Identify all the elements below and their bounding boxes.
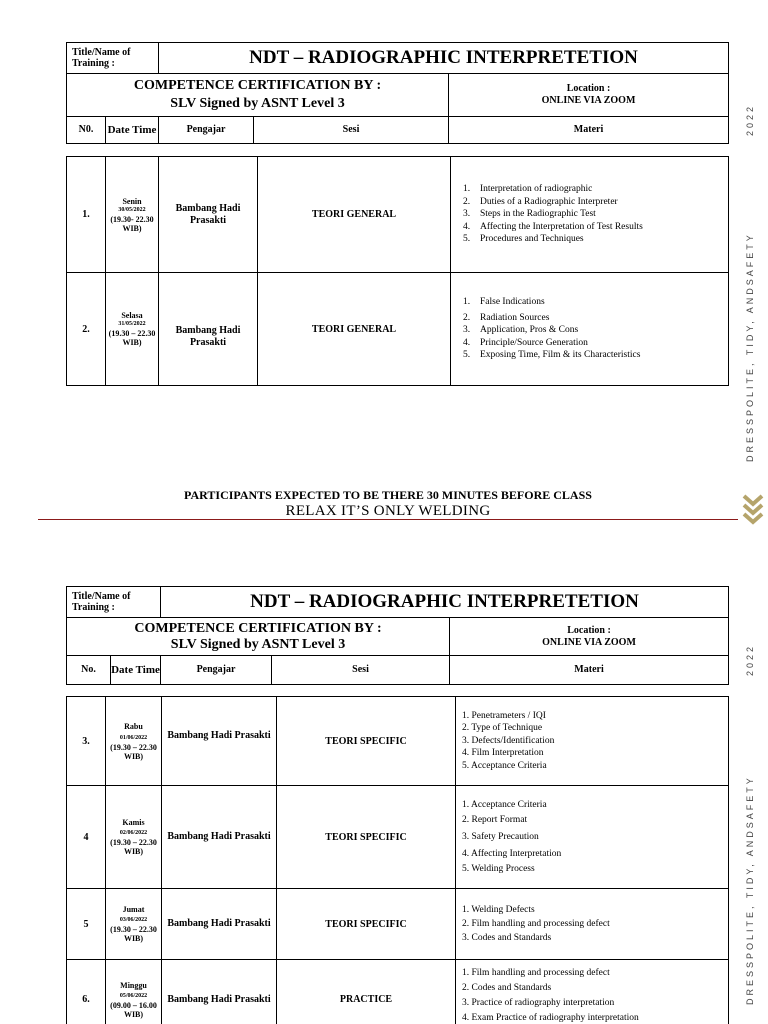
row-date: 30/05/2022 <box>118 206 146 213</box>
col-date-time: Date Time <box>111 656 161 685</box>
row-date: 03/06/2022 <box>119 917 148 923</box>
location-info <box>449 74 729 117</box>
materi-item: 4. Film Interpretation <box>462 748 544 759</box>
materi-item: 4. Exam Practice of radiography interpretation <box>462 1013 639 1023</box>
row-time: (19.30 – 22.30 WIB) <box>110 838 157 856</box>
row-materi <box>456 786 729 889</box>
materi-item: 2. Film handling and processing defect <box>462 919 610 929</box>
materi-item: 1. Interpretation of radiographic <box>463 184 593 195</box>
row-session: PRACTICE <box>277 960 456 1024</box>
cert-line-2: SLV Signed by ASNT Level 3 <box>170 96 345 111</box>
row-time: (19.30- 22.30 WIB) <box>110 214 154 233</box>
divider-line <box>38 519 738 520</box>
row-day: Selasa <box>121 311 143 320</box>
side-motto-2: DRESSPOLITE, TIDY, ANDSAFETY <box>745 775 755 1005</box>
certification-info <box>67 618 450 656</box>
row-day: Senin <box>122 196 142 206</box>
col-no: N0. <box>67 117 106 144</box>
arrival-notice: PARTICIPANTS EXPECTED TO BE THERE 30 MINUTES BEFORE CLASS <box>184 488 592 502</box>
row-number: 6. <box>67 960 106 1024</box>
col-materi: Materi <box>450 656 729 685</box>
row-number: 3. <box>67 697 106 786</box>
materi-item: 1. Penetrameters / IQI <box>462 710 546 721</box>
row-time: (19.30 – 22.30 WIB) <box>110 742 157 761</box>
materi-item: 3. Defects/Identification <box>462 735 555 746</box>
col-teacher: Pengajar <box>161 656 272 685</box>
row-number: 1. <box>67 157 106 273</box>
materi-item: 1. Acceptance Criteria <box>462 799 547 810</box>
row-date: 05/06/2022 <box>119 992 148 999</box>
col-date-time: Date Time <box>106 117 159 144</box>
row-materi <box>456 697 729 786</box>
title-label: Title/Name of Training : <box>67 587 161 618</box>
table-row <box>67 889 729 960</box>
location-label: Location : <box>567 624 611 636</box>
row-day: Kamis <box>122 818 145 827</box>
materi-item: 1. Film handling and processing defect <box>462 968 610 978</box>
cert-line-1: COMPETENCE CERTIFICATION BY : <box>134 620 382 636</box>
table-row <box>67 157 729 273</box>
row-date-time <box>106 273 159 386</box>
row-materi <box>451 273 729 386</box>
row-materi <box>456 889 729 960</box>
row-date-time <box>106 889 162 960</box>
row-day: Rabu <box>124 721 143 731</box>
row-date-time <box>106 157 159 273</box>
materi-item: 3. Codes and Standards <box>462 933 552 943</box>
row-date: 31/05/2022 <box>118 321 146 327</box>
row-teacher: Bambang Hadi Prasakti <box>159 157 258 273</box>
row-day: Jumat <box>122 905 145 914</box>
training-title: NDT – RADIOGRAPHIC INTERPRETETION <box>161 587 729 618</box>
row-session: TEORI GENERAL <box>258 273 451 386</box>
materi-item: 1. Welding Defects <box>462 905 535 915</box>
row-day: Minggu <box>120 980 147 990</box>
row-session: TEORI SPECIFIC <box>277 697 456 786</box>
table-row <box>67 273 729 386</box>
row-materi <box>451 157 729 273</box>
materi-item: 3. Safety Precaution <box>462 831 539 842</box>
materi-item: 2. Report Format <box>462 814 528 825</box>
header-table-2 <box>66 586 729 685</box>
row-teacher: Bambang Hadi Prasakti <box>162 697 277 786</box>
row-session: TEORI SPECIFIC <box>277 889 456 960</box>
schedule-table-2 <box>66 696 729 1024</box>
materi-item: 2. Radiation Sources <box>463 312 550 323</box>
header-table-1 <box>66 42 729 144</box>
materi-item: 1. False Indications <box>463 297 545 308</box>
table-row <box>67 697 729 786</box>
row-date: 02/06/2022 <box>119 830 148 836</box>
row-time: (09.00 – 16.00 WIB) <box>110 1000 157 1019</box>
materi-item: 4. Principle/Source Generation <box>463 337 588 348</box>
materi-item: 5. Exposing Time, Film & its Characteristics <box>463 350 641 361</box>
table-row <box>67 960 729 1024</box>
col-session: Sesi <box>272 656 450 685</box>
location-info <box>450 618 729 656</box>
materi-item: 3. Steps in the Radiographic Test <box>463 209 596 220</box>
materi-item: 2. Codes and Standards <box>462 983 552 993</box>
col-session: Sesi <box>254 117 449 144</box>
row-date-time <box>106 697 162 786</box>
materi-item: 3. Practice of radiography interpretation <box>462 998 615 1008</box>
row-date: 01/06/2022 <box>119 734 148 741</box>
side-motto-1: DRESSPOLITE, TIDY, ANDSAFETY <box>745 232 755 462</box>
location-label: Location : <box>566 83 611 94</box>
materi-item: 2. Type of Technique <box>462 723 543 734</box>
materi-item: 3. Application, Pros & Cons <box>463 325 579 336</box>
schedule-table-1 <box>66 156 729 386</box>
side-year-2: 2022 <box>745 643 755 677</box>
materi-item: 5. Acceptance Criteria <box>462 760 547 771</box>
title-label: Title/Name of Training : <box>67 43 159 74</box>
relax-notice: RELAX IT’S ONLY WELDING <box>285 503 491 519</box>
row-teacher: Bambang Hadi Prasakti <box>162 889 277 960</box>
row-date-time <box>106 960 162 1024</box>
col-no: No. <box>67 656 111 685</box>
row-number: 4 <box>67 786 106 889</box>
row-time: (19.30 – 22.30 WIB) <box>110 925 157 943</box>
materi-item: 2. Duties of a Radiographic Interpreter <box>463 196 618 207</box>
side-year-1: 2022 <box>745 103 755 137</box>
row-session: TEORI SPECIFIC <box>277 786 456 889</box>
row-teacher: Bambang Hadi Prasakti <box>159 273 258 386</box>
location-value: ONLINE VIA ZOOM <box>541 95 636 106</box>
materi-item: 5. Welding Process <box>462 863 535 874</box>
row-session: TEORI GENERAL <box>258 157 451 273</box>
row-teacher: Bambang Hadi Prasakti <box>162 960 277 1024</box>
materi-item: 5. Procedures and Techniques <box>463 234 584 245</box>
row-number: 5 <box>67 889 106 960</box>
row-date-time <box>106 786 162 889</box>
materi-item: 4. Affecting Interpretation <box>462 848 562 859</box>
materi-item: 4. Affecting the Interpretation of Test Results <box>463 221 643 232</box>
location-value: ONLINE VIA ZOOM <box>542 636 636 648</box>
row-number: 2. <box>67 273 106 386</box>
col-teacher: Pengajar <box>159 117 254 144</box>
certification-info <box>67 74 449 117</box>
row-materi <box>456 960 729 1024</box>
cert-line-2: SLV Signed by ASNT Level 3 <box>170 636 346 652</box>
chevron-down-icon <box>741 493 765 527</box>
cert-line-1: COMPETENCE CERTIFICATION BY : <box>133 78 382 93</box>
training-title: NDT – RADIOGRAPHIC INTERPRETETION <box>159 43 729 74</box>
table-row <box>67 786 729 889</box>
col-materi: Materi <box>449 117 729 144</box>
row-teacher: Bambang Hadi Prasakti <box>162 786 277 889</box>
row-time: (19.30 – 22.30 WIB) <box>108 329 156 347</box>
